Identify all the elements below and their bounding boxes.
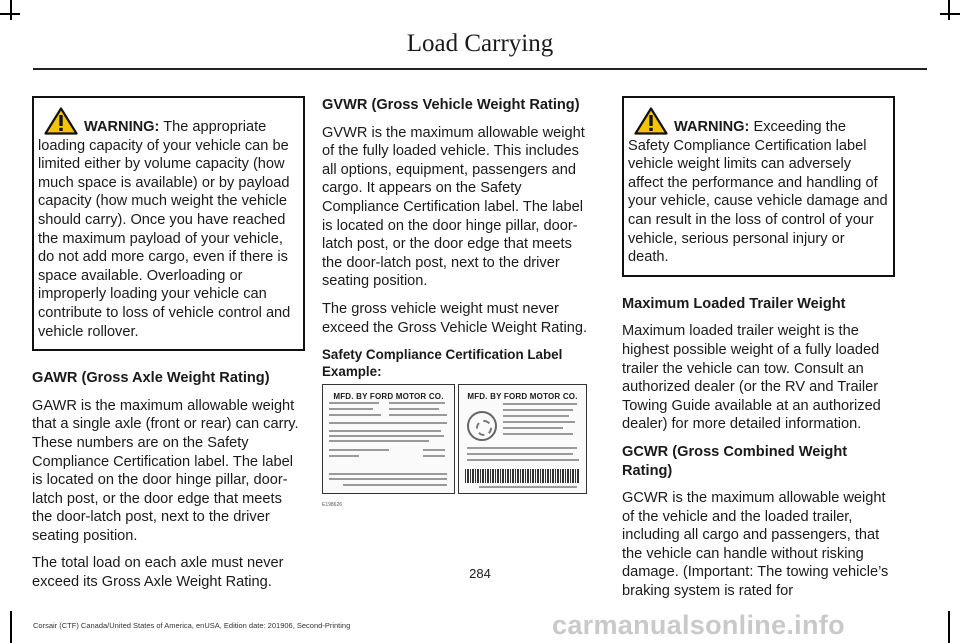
label-text-line [329,473,447,475]
warning-box [32,96,305,351]
warning-paragraph [628,107,889,267]
label-text-line [423,449,445,451]
crop-mark [940,13,960,15]
mltw-heading: Maximum Loaded Trailer Weight [622,295,846,312]
page-title: Load Carrying [406,30,554,57]
warning-triangle-icon [44,107,78,135]
label-text-line [503,409,573,411]
label-text-line [389,408,439,410]
warning-text: Exceeding the Safety Compliance Certification label vehicle weight limits can adversely affect the performance and handling of your vehicle, cause vehicle damage and can result in the loss of control of your vehicle, serious personal injury or death. [628,119,888,266]
warning-box [622,96,895,277]
gawr-heading: GAWR (Gross Axle Weight Rating) [32,370,270,387]
crop-mark [948,0,950,20]
label-text-line [389,414,447,416]
label-title: MFD. BY FORD MOTOR CO. [467,392,578,402]
certification-label-figure [322,384,587,509]
warning-text: The appropriate loading capacity of your vehicle can be limited either by volume capacity (how much space is available) or by payload capacity (how much weight the vehicle should carry). Once you have reached the maximum payload of your vehicle, do not add more cargo, even if there is space available. Overloading or improperly loading your vehicle can contribute to loss of vehicle control and vehicle rollover. [38,119,291,340]
label-text-line [503,403,577,405]
crop-mark [948,611,950,643]
warning-triangle-icon [634,107,668,135]
crop-mark [0,13,20,15]
label-title: MFD. BY FORD MOTOR CO. [333,392,444,402]
gcwr-paragraph: GCWR is the maximum allowable weight of the vehicle and the loaded trailer, including all cargo and passengers, that the vehicle can handle without risking damage. (Important: The towing vehicle’s braking system is rated for [622,490,889,600]
label-text-line [329,435,444,437]
label-text-line [329,449,389,451]
middle-column [322,96,595,509]
page-number: 284 [469,566,491,581]
label-text-line [329,408,373,410]
label-text-line [329,422,447,424]
header-divider [33,68,927,70]
gvwr-heading: GVWR (Gross Vehicle Weight Rating) [322,97,580,113]
watermark: carmanualsonline.info [552,610,845,640]
label-text-line [503,421,575,423]
label-text-line [329,455,359,457]
footer-text: Corsair (CTF) Canada/United States of America, enUSA, Edition date: 201906, Second-Printing [33,621,351,630]
label-text-line [329,402,379,404]
label-text-line [503,433,573,435]
label-example-heading: Safety Compliance Certification Label Example: [322,347,563,380]
label-text-line [329,414,381,416]
label-text-line [479,486,577,488]
label-text-line [423,455,445,457]
label-text-line [343,484,447,486]
label-text-line [389,402,445,404]
label-text-line [467,453,573,455]
label-text-line [503,415,569,417]
gawr-paragraph-1: GAWR is the maximum allowable weight that a single axle (front or rear) can carry. These numbers are on the Safety Compliance Certification label. The label is located on the door hinge pillar, door-latch post, or the door edge that meets the door-latch post, next to the driver seating position. [32,397,299,544]
mltw-paragraph: Maximum loaded trailer weight is the highest possible weight of a fully loaded trailer the vehicle can tow. Consult an authorized dealer (or the RV and Trailer Towing Guide available at an authorized dealer) for more detailed information. [622,323,881,433]
gawr-paragraph-2: The total load on each axle must never exceed its Gross Axle Weight Rating. [32,555,284,591]
gvwr-paragraph-2: The gross vehicle weight must never exceed the Gross Vehicle Weight Rating. [322,300,587,336]
label-text-line [467,459,579,461]
seal-icon [467,411,497,441]
right-column [622,96,895,610]
label-text-line [467,447,577,449]
gcwr-heading: GCWR (Gross Combined Weight Rating) [622,443,848,479]
crop-mark [10,0,12,20]
warning-label: WARNING: [84,119,160,135]
label-text-line [503,427,563,429]
warning-paragraph [38,107,299,341]
certification-label-right [458,384,587,494]
label-text-line [329,430,441,432]
label-text-line [329,478,447,480]
gvwr-paragraph-1: GVWR is the maximum allowable weight of the fully loaded vehicle. This includes all options, equipment, passengers and cargo. It appears on the Safety Compliance Certification label. The label is located on the door hinge pillar, door-latch post, or the door edge that meets the door-latch post, next to the driver seating position. [322,124,585,290]
figure-code: E198626 [322,502,343,509]
barcode [465,469,580,483]
crop-mark [10,611,12,643]
warning-label: WARNING: [674,119,750,135]
certification-label-left [322,384,455,494]
label-text-line [329,440,429,442]
left-column [32,96,305,601]
